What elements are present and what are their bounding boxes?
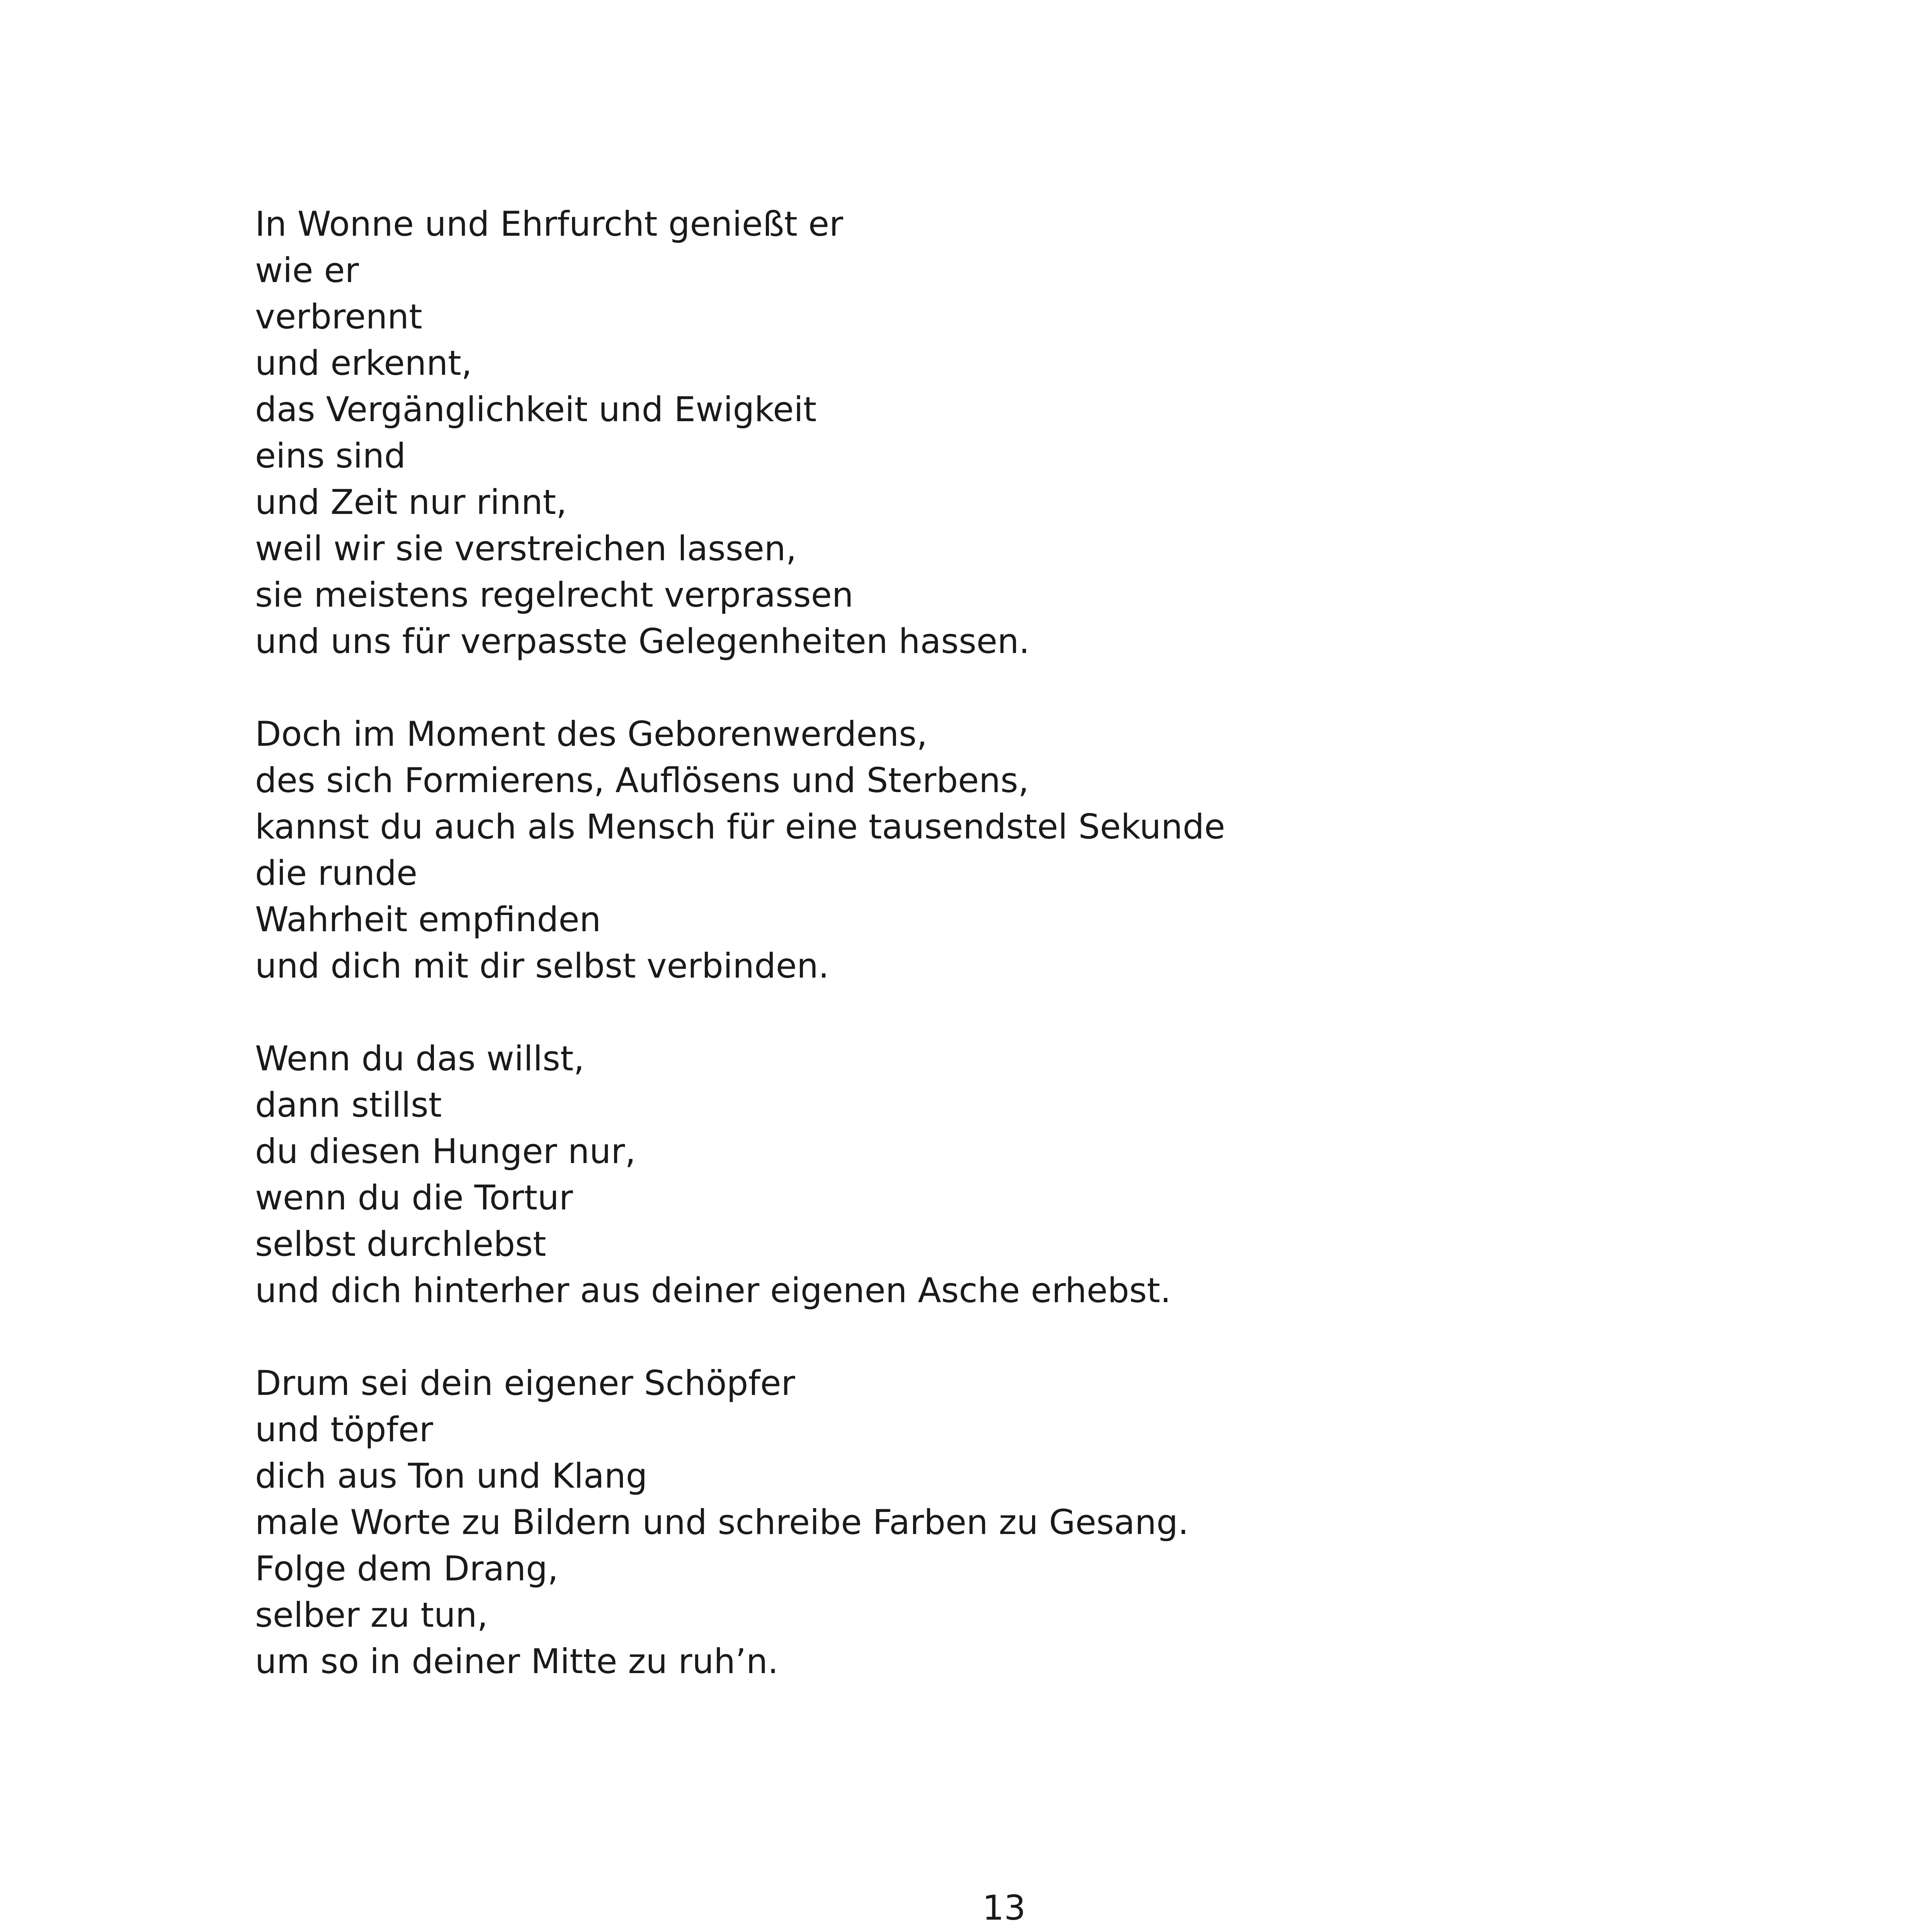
poem-line: verbrennt: [255, 297, 422, 337]
poem-line: und uns für verpasste Gelegenheiten hassen.: [255, 621, 1030, 661]
poem-line: um so in deiner Mitte zu ruh’n.: [255, 1641, 779, 1681]
poem-line: und Zeit nur rinnt,: [255, 482, 567, 522]
poem-line: wie er: [255, 250, 359, 290]
poem-line: sie meistens regelrecht verprassen: [255, 575, 854, 615]
poem-line: weil wir sie verstreichen lassen,: [255, 529, 797, 568]
poem-line: das Vergänglichkeit und Ewigkeit: [255, 389, 817, 429]
poem-line: die runde: [255, 853, 418, 893]
poem-line: Drum sei dein eigener Schöpfer: [255, 1363, 795, 1403]
stanza-2: [255, 711, 1762, 989]
poem-line: eins sind: [255, 436, 406, 476]
poem-line: und erkennt,: [255, 343, 472, 383]
poem-line: kannst du auch als Mensch für eine tausendstel Sekunde: [255, 807, 1225, 847]
poem-body: [255, 201, 1762, 1731]
poem-line: Folge dem Drang,: [255, 1549, 558, 1588]
poem-line: Wenn du das willst,: [255, 1039, 585, 1078]
poem-line: wenn du die Tortur: [255, 1178, 573, 1218]
poem-line: du diesen Hunger nur,: [255, 1131, 636, 1171]
poem-line: des sich Formierens, Auflösens und Sterbens,: [255, 760, 1029, 800]
poem-line: male Worte zu Bildern und schreibe Farben zu Gesang.: [255, 1502, 1189, 1542]
poem-line: Wahrheit empfinden: [255, 900, 601, 939]
poem-line: selbst durchlebst: [255, 1224, 546, 1264]
poem-line: dich aus Ton und Klang: [255, 1456, 648, 1496]
stanza-3: [255, 1036, 1762, 1314]
poem-line: und töpfer: [255, 1410, 433, 1449]
page-number: 13: [982, 1888, 1026, 1928]
stanza-4: [255, 1360, 1762, 1685]
stanza-1: [255, 201, 1762, 665]
poem-line: In Wonne und Ehrfurcht genießt er: [255, 204, 844, 244]
poem-line: selber zu tun,: [255, 1595, 488, 1635]
poem-line: dann stillst: [255, 1085, 442, 1125]
poem-line: und dich hinterher aus deiner eigenen Asche erhebst.: [255, 1270, 1171, 1310]
poem-line: und dich mit dir selbst verbinden.: [255, 946, 829, 986]
poem-line: Doch im Moment des Geborenwerdens,: [255, 714, 928, 754]
